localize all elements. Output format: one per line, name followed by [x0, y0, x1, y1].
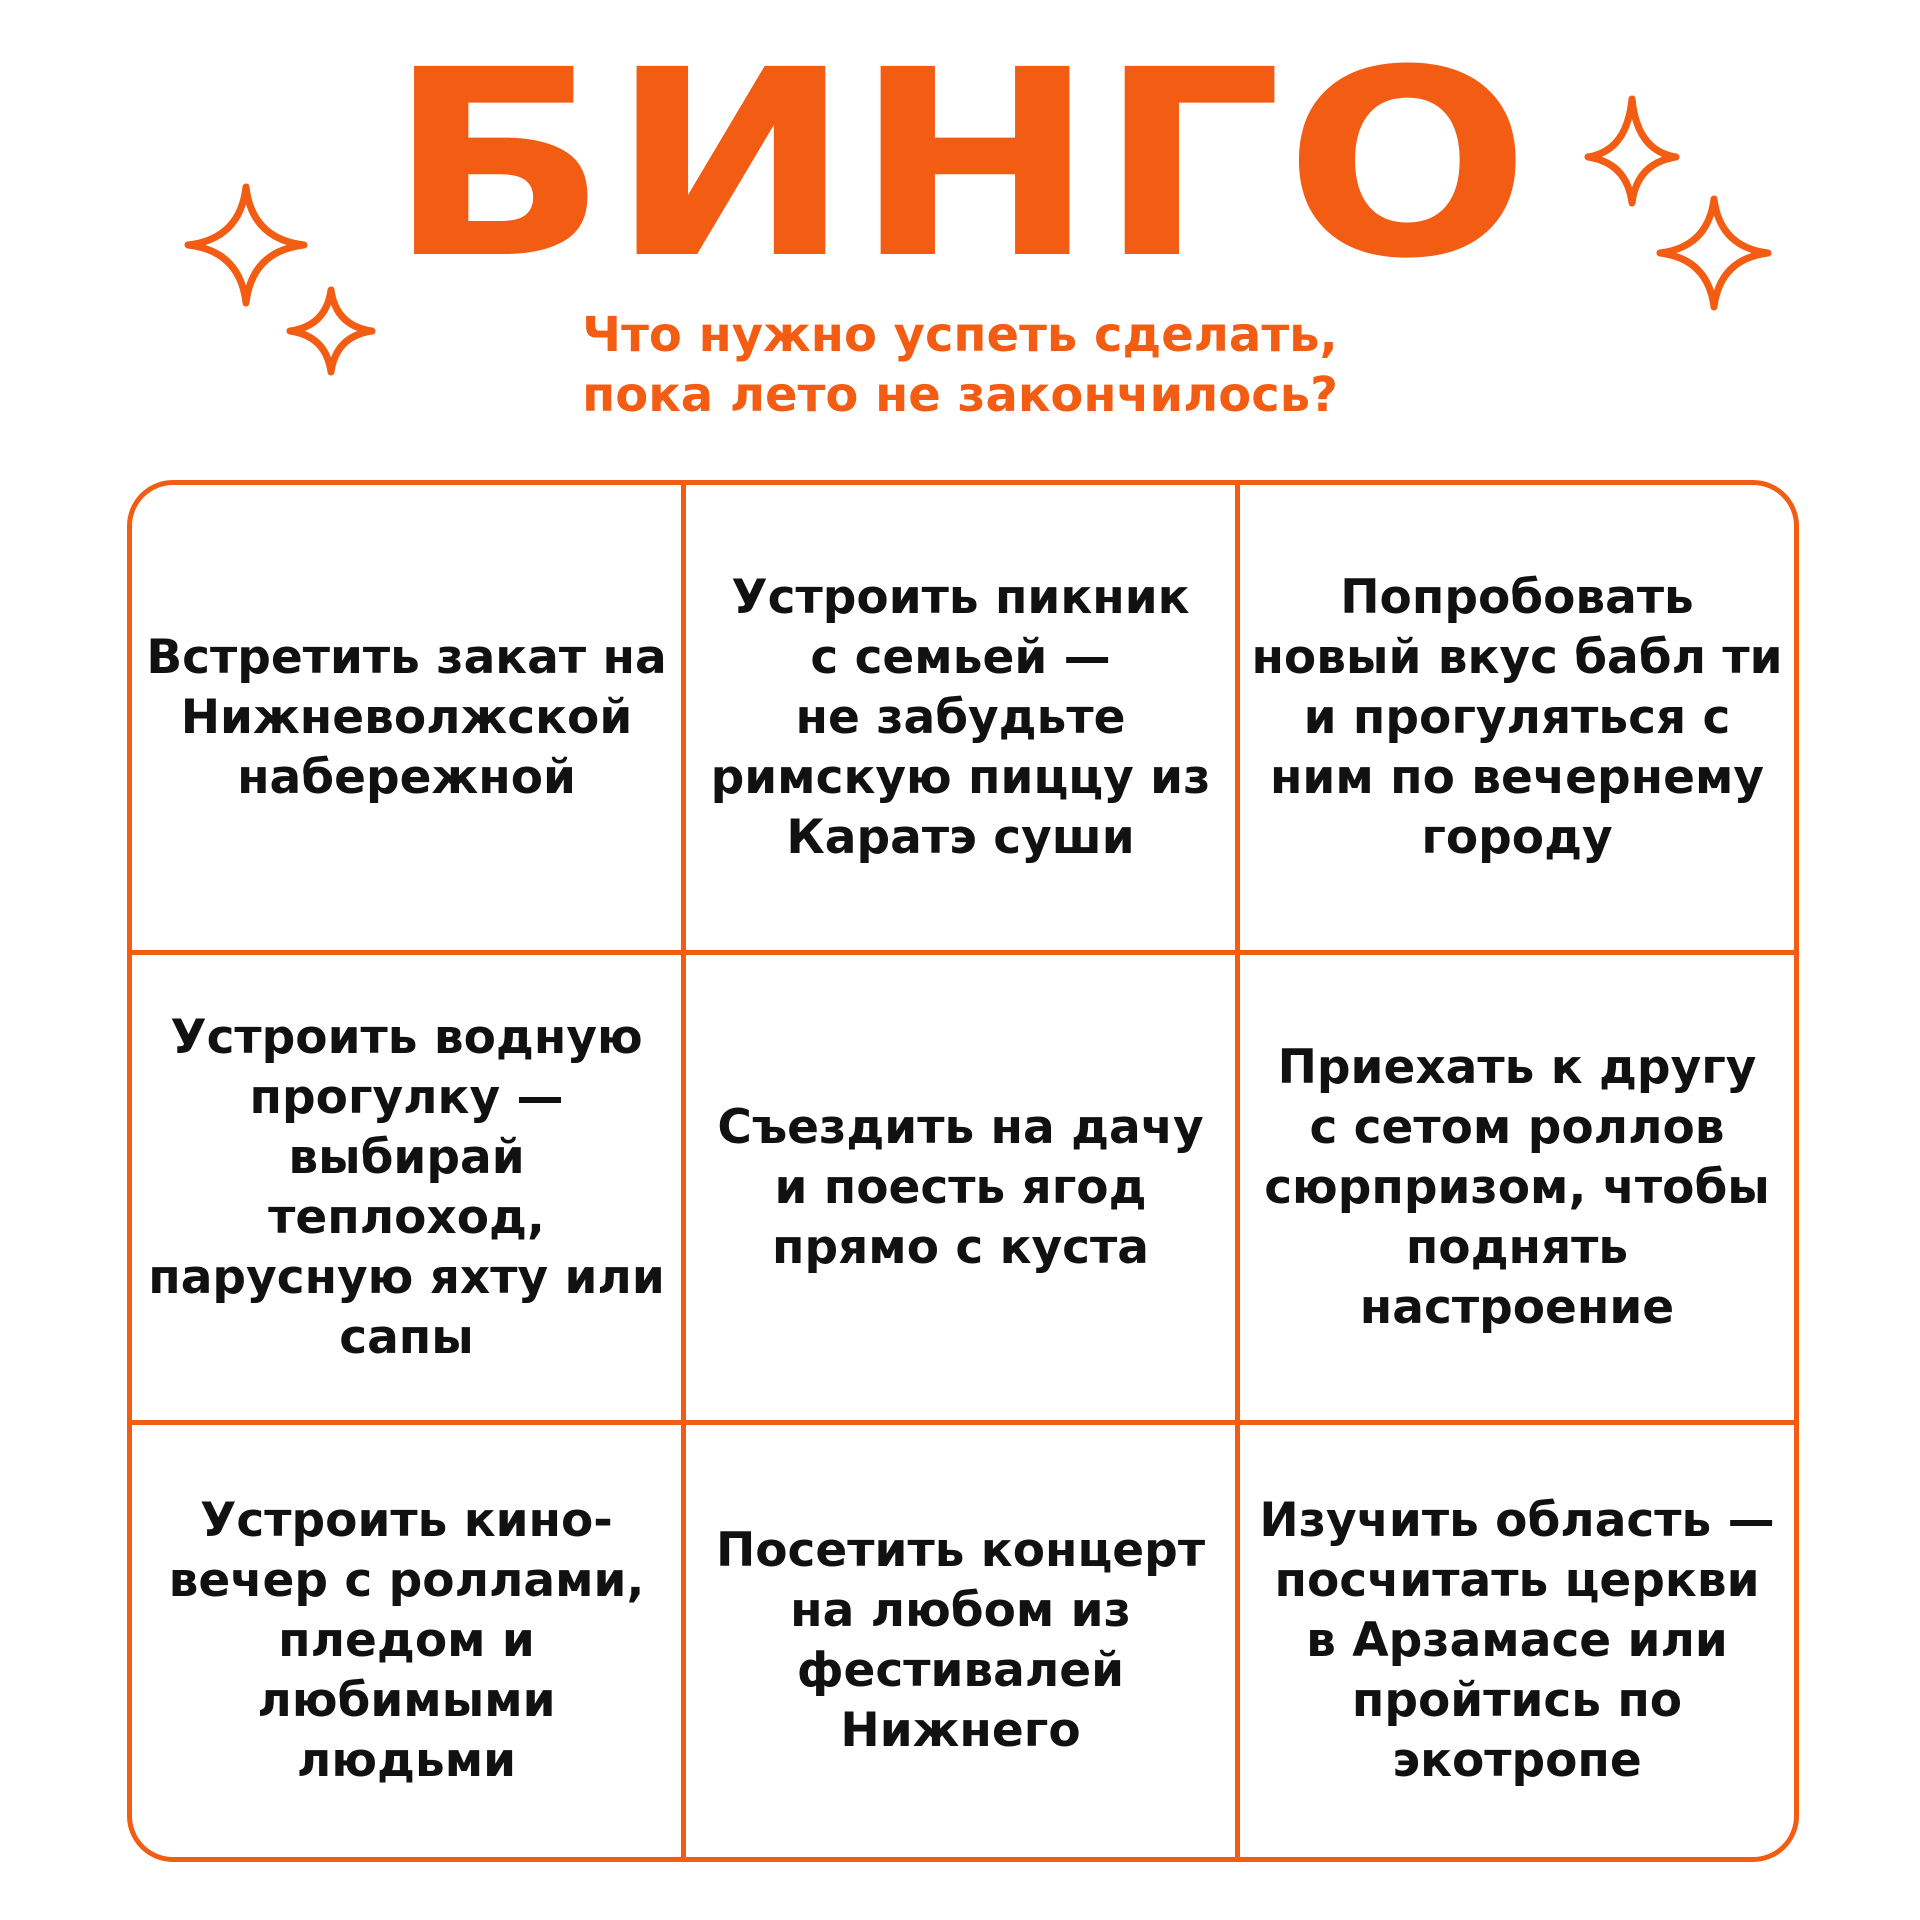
bingo-cell[interactable]	[132, 485, 686, 955]
subtitle-line-1: Что нужно успеть сделать,	[582, 307, 1338, 363]
bingo-cell[interactable]	[1240, 955, 1794, 1425]
bingo-cell-text: Устроить водную прогулку — выбирай теплоход, парусную яхту или сапы	[148, 1009, 665, 1365]
page-title: БИНГО	[387, 15, 1533, 315]
bingo-cell-text: Посетить концерт на любом из фестивалей Нижнего	[715, 1523, 1206, 1758]
bingo-cell[interactable]	[686, 955, 1240, 1425]
sparkle-icon	[1654, 193, 1774, 313]
bingo-cell[interactable]	[686, 1425, 1240, 1857]
bingo-cell-text: Устроить кино- вечер с роллами, пледом и любимыми людьми	[168, 1493, 645, 1788]
bingo-cell[interactable]	[1240, 485, 1794, 955]
bingo-cell[interactable]	[132, 1425, 686, 1857]
bingo-cell-text: Изучить область — посчитать церкви в Арзамасе или пройтись по экотропе	[1259, 1493, 1775, 1788]
bingo-grid	[127, 480, 1799, 1862]
bingo-cell-text: Встретить закат на Нижневолжской набережной	[146, 629, 667, 805]
bingo-cell-text: Устроить пикник с семьей — не забудьте римскую пиццу из Каратэ суши	[710, 569, 1211, 865]
bingo-cell-text: Приехать к другу с сетом роллов сюрпризом, чтобы поднять настроение	[1264, 1039, 1770, 1335]
sparkle-icon	[285, 285, 377, 377]
subtitle-line-2: пока лето не закончилось?	[582, 367, 1338, 423]
bingo-cell[interactable]	[132, 955, 686, 1425]
bingo-cell-text: Попробовать новый вкус бабл ти и прогуляться с ним по вечернему городу	[1251, 569, 1783, 865]
bingo-cell[interactable]	[686, 485, 1240, 955]
bingo-cell-text: Съездить на дачу и поесть ягод прямо с куста	[717, 1099, 1204, 1275]
bingo-cell[interactable]	[1240, 1425, 1794, 1857]
